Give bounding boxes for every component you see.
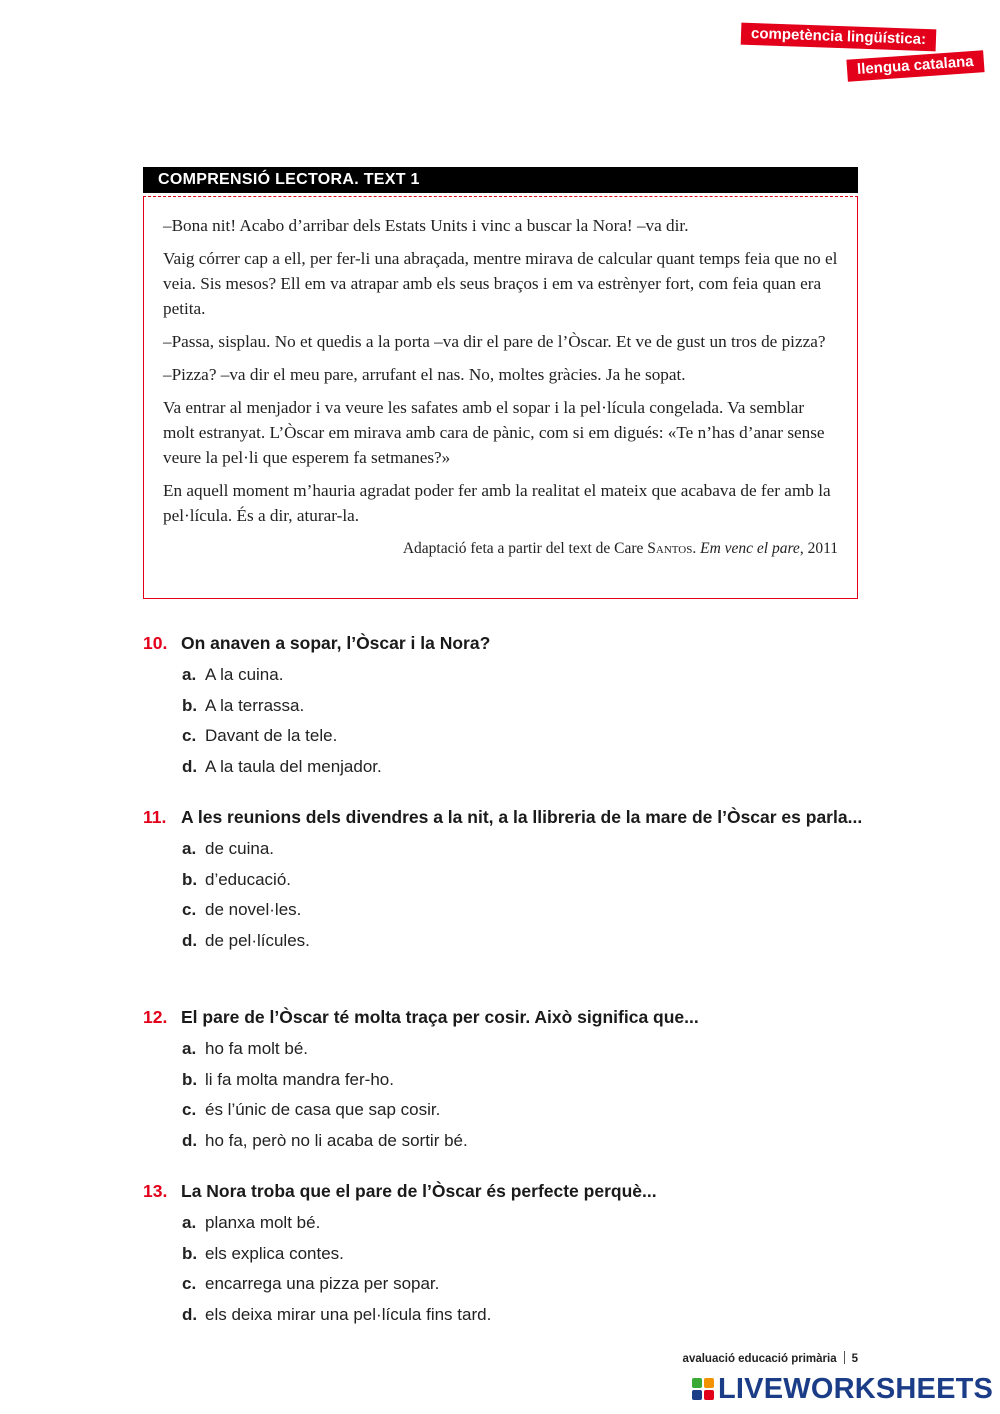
page-number: 5 <box>851 1353 858 1365</box>
logo-square-orange <box>704 1378 714 1388</box>
subject-tag-line2: llengua catalana <box>846 50 984 81</box>
option-b[interactable] <box>143 1065 863 1096</box>
question-number: 13. <box>143 1181 168 1201</box>
reading-title: COMPRENSIÓ LECTORA. TEXT 1 <box>143 167 858 193</box>
option-d[interactable] <box>143 926 863 957</box>
option-list <box>143 660 863 782</box>
question-text <box>143 804 863 831</box>
question-text <box>143 1004 863 1031</box>
source-book: Em venc el pare <box>700 540 800 557</box>
option-text: els explica contes. <box>205 1243 344 1263</box>
option-letter: d. <box>182 1130 198 1150</box>
liveworksheets-brand[interactable] <box>692 1373 993 1405</box>
option-text: és l’únic de casa que sap cosir. <box>205 1100 441 1119</box>
option-letter: a. <box>182 839 197 858</box>
option-letter: d. <box>182 930 198 950</box>
option-text: ho fa molt bé. <box>205 1039 309 1058</box>
source-year: , 2011 <box>799 540 838 557</box>
question-10 <box>143 630 863 782</box>
option-b[interactable] <box>143 691 863 722</box>
question-prompt: A les reunions dels divendres a la nit, a la llibreria de la mare de l’Òscar es parla... <box>181 807 863 827</box>
question-number: 11. <box>143 807 167 827</box>
option-text: planxa molt bé. <box>205 1213 321 1232</box>
option-list <box>143 1034 863 1156</box>
option-letter: b. <box>182 1069 198 1089</box>
option-d[interactable] <box>143 1126 863 1157</box>
page-footer <box>683 1351 858 1365</box>
option-letter: b. <box>182 869 198 889</box>
reading-paragraph: Vaig córrer cap a ell, per fer-li una abraçada, mentre mirava de calcular quant temps feia que no el veia. Sis mesos? Ell em va atrapar amb els seus braços i em va estrènyer fort, com feia quan era petita. <box>163 249 838 318</box>
option-c[interactable] <box>143 721 863 752</box>
option-d[interactable] <box>143 1300 863 1331</box>
subject-tag-line1: competència lingüística: <box>741 23 937 52</box>
option-d[interactable] <box>143 752 863 783</box>
question-prompt: La Nora troba que el pare de l’Òscar és perfecte perquè... <box>181 1181 657 1201</box>
option-a[interactable] <box>143 1208 863 1239</box>
question-13 <box>143 1178 863 1330</box>
logo-square-blue <box>692 1390 702 1400</box>
source-separator: . <box>692 540 697 557</box>
source-prefix: Adaptació feta a partir del text de Care <box>402 540 644 557</box>
option-text: de cuina. <box>205 839 274 858</box>
option-letter: d. <box>182 756 198 776</box>
question-prompt: On anaven a sopar, l’Òscar i la Nora? <box>181 633 491 653</box>
question-number: 12. <box>143 1007 168 1027</box>
footer-divider <box>844 1351 845 1364</box>
reading-paragraph: –Passa, sisplau. No et quedis a la porta –va dir el pare de l’Òscar. Et ve de gust un tros de pizza? <box>163 332 826 351</box>
option-a[interactable] <box>143 834 863 865</box>
option-b[interactable] <box>143 865 863 896</box>
option-text: A la terrassa. <box>205 695 305 715</box>
option-text: de pel·lícules. <box>205 930 310 950</box>
option-a[interactable] <box>143 1034 863 1065</box>
option-b[interactable] <box>143 1239 863 1270</box>
option-a[interactable] <box>143 660 863 691</box>
option-letter: a. <box>182 665 197 684</box>
footer-label: avaluació educació primària <box>682 1353 837 1365</box>
option-list <box>143 834 863 956</box>
option-c[interactable] <box>143 1269 863 1300</box>
question-text <box>143 630 863 657</box>
option-text: els deixa mirar una pel·lícula fins tard. <box>205 1304 492 1324</box>
question-11 <box>143 804 863 956</box>
option-text: ho fa, però no li acaba de sortir bé. <box>205 1130 468 1150</box>
source-author: Santos <box>647 540 693 557</box>
question-text <box>143 1178 863 1205</box>
option-letter: c. <box>182 726 197 745</box>
logo-square-green <box>692 1378 702 1388</box>
option-text: d’educació. <box>205 869 292 889</box>
reading-paragraph: En aquell moment m’hauria agradat poder fer amb la realitat el mateix que acabava de fer amb la pel·lícula. És a dir, aturar-la. <box>163 481 831 525</box>
option-letter: a. <box>182 1039 197 1058</box>
option-text: encarrega una pizza per sopar. <box>205 1274 440 1293</box>
reading-source <box>163 536 838 561</box>
option-text: Davant de la tele. <box>205 726 338 745</box>
question-number: 10. <box>143 633 168 653</box>
reading-text-box <box>143 196 858 599</box>
option-text: A la cuina. <box>205 665 284 684</box>
option-letter: c. <box>182 900 197 919</box>
option-letter: d. <box>182 1304 198 1324</box>
option-c[interactable] <box>143 895 863 926</box>
option-letter: c. <box>182 1274 197 1293</box>
option-letter: a. <box>182 1213 197 1232</box>
option-letter: b. <box>182 695 198 715</box>
option-text: A la taula del menjador. <box>205 756 382 776</box>
reading-paragraph: –Pizza? –va dir el meu pare, arrufant el nas. No, moltes gràcies. Ja he sopat. <box>163 365 686 384</box>
liveworksheets-logo-icon <box>692 1378 714 1400</box>
option-list <box>143 1208 863 1330</box>
logo-square-red <box>704 1390 714 1400</box>
question-prompt: El pare de l’Òscar té molta traça per cosir. Això significa que... <box>181 1007 699 1027</box>
option-letter: b. <box>182 1243 198 1263</box>
reading-paragraph: –Bona nit! Acabo d’arribar dels Estats Units i vinc a buscar la Nora! –va dir. <box>163 216 689 235</box>
option-text: li fa molta mandra fer-ho. <box>205 1069 394 1089</box>
brand-name: LIVEWORKSHEETS <box>718 1373 994 1405</box>
question-12 <box>143 1004 863 1156</box>
option-text: de novel·les. <box>205 900 302 919</box>
option-letter: c. <box>182 1100 197 1119</box>
option-c[interactable] <box>143 1095 863 1126</box>
reading-paragraph: Va entrar al menjador i va veure les safates amb el sopar i la pel·lícula congelada. Va semblar molt estranyat. L’Òscar em mirava amb cara de pànic, com si em digués: «Te n’has d’anar sense veure la pel·li que esperem fa setmanes?» <box>163 398 825 467</box>
